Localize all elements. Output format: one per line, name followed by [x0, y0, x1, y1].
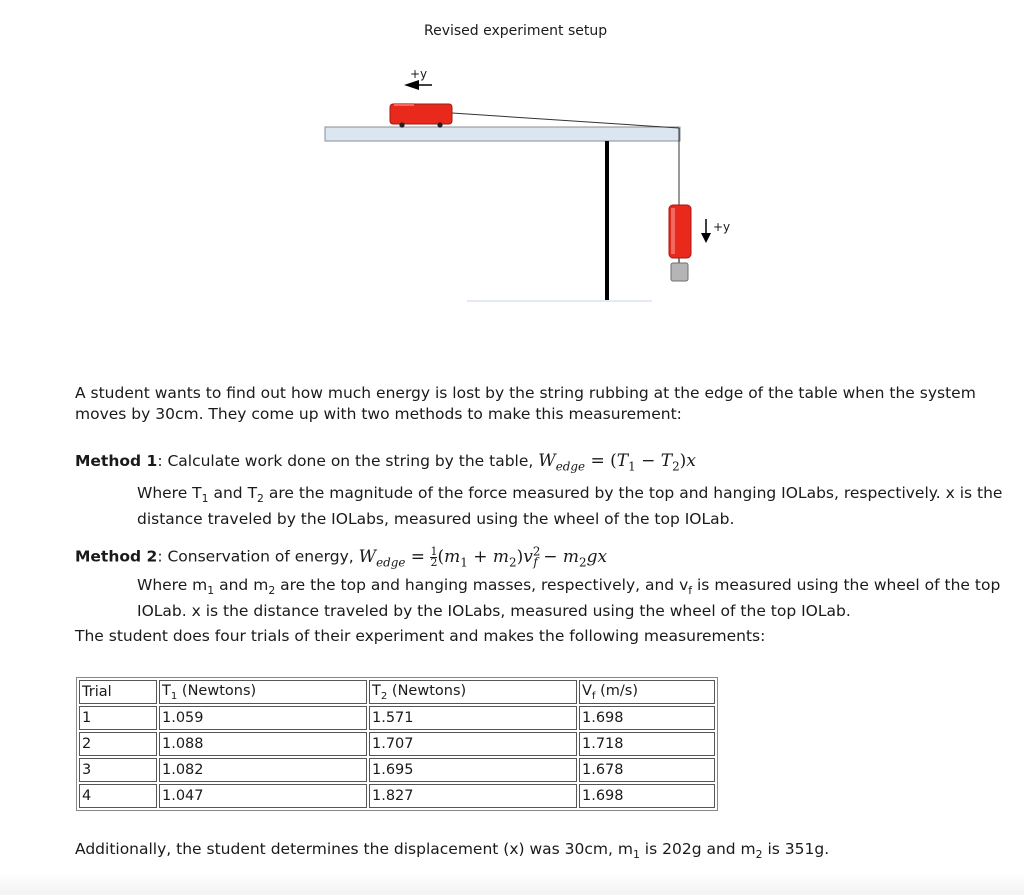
- cell-vf: 1.718: [579, 732, 715, 756]
- method2-text: : Conservation of energy,: [157, 547, 359, 566]
- top-axis-label: +y: [410, 67, 428, 81]
- cell-t1: 1.059: [159, 706, 367, 730]
- trials-intro: The student does four trials of their experiment and makes the following measurements:: [75, 627, 766, 645]
- cell-t2: 1.827: [369, 784, 577, 808]
- header-trial: Trial: [79, 680, 157, 704]
- method2-equation: $W_{edge}$ = $\frac{1}{2}$ $(m_1 + m_2)v^2_f - m_2gx$: [358, 544, 608, 570]
- cell-vf: 1.698: [579, 706, 715, 730]
- top-arrow: [404, 80, 419, 90]
- method1-text: : Calculate work done on the string by the table,: [157, 452, 539, 470]
- header-vf: $V_f$ (m/s): [579, 680, 715, 704]
- cell-trial: 1: [79, 706, 157, 730]
- hanging-device: [669, 205, 691, 281]
- intro-line-1: A student wants to find out how much energy is lost by the string rubbing at the edge of the table when the system: [75, 384, 976, 402]
- figure-title: Revised experiment setup: [424, 23, 608, 39]
- cell-vf: 1.678: [579, 758, 715, 782]
- method1-label: Method 1: [75, 452, 158, 470]
- additional-info: Additionally, the student determines the displacement (x) was 30cm, $m_1$ is 202g and $m_2$ is 351g.: [75, 840, 830, 862]
- table-top: [325, 127, 680, 141]
- method1-equation: $W_{edge} = (T_1 - T_2)x$: [538, 451, 696, 474]
- method1-explanation: [137, 483, 1002, 530]
- method1-explain-line-1: Where $T_1$ and $T_2$ are the magnitude of the force measured by the top and hanging IOLabs, respectively. x is the: [137, 484, 1003, 506]
- intro-paragraph: [75, 383, 976, 425]
- cell-t1: 1.088: [159, 732, 367, 756]
- method2-explain-line-2: IOLab. x is the distance traveled by the IOLabs, measured using the wheel of the top IOLab.: [137, 602, 851, 621]
- method2-explanation: [137, 575, 1000, 622]
- measurements-table: [76, 677, 718, 811]
- header-t2: $T_2$ (Newtons): [369, 680, 577, 704]
- table-leg: [605, 141, 609, 300]
- cell-t1: 1.082: [159, 758, 367, 782]
- cell-vf: 1.698: [579, 784, 715, 808]
- intro-line-2: moves by 30cm. They come up with two methods to make this measurement:: [75, 405, 682, 423]
- cell-trial: 2: [79, 732, 157, 756]
- method2-line: [75, 541, 607, 573]
- cell-t2: 1.695: [369, 758, 577, 782]
- table-row: [79, 732, 715, 756]
- header-t1: $T_1$ (Newtons): [159, 680, 367, 704]
- table-row: [79, 784, 715, 808]
- cell-t1: 1.047: [159, 784, 367, 808]
- hang-axis-label: +y: [713, 220, 731, 234]
- cell-t2: 1.707: [369, 732, 577, 756]
- table-row: [79, 758, 715, 782]
- table-header-row: [79, 680, 715, 704]
- method1-explain-line-2: distance traveled by the IOLabs, measured using the wheel of the top IOLab.: [137, 510, 735, 529]
- method2-label: Method 2: [75, 547, 158, 566]
- method2-explain-line-1: Where $m_1$ and $m_2$ are the top and hanging masses, respectively, and $v_f$ is measured using the wheel of the top: [137, 576, 1001, 598]
- method1-line: [75, 451, 696, 477]
- string-horizontal: [452, 113, 679, 128]
- cell-trial: 4: [79, 784, 157, 808]
- top-cart: [390, 103, 452, 128]
- table-row: [79, 706, 715, 730]
- cell-t2: 1.571: [369, 706, 577, 730]
- hang-arrow: [701, 233, 711, 243]
- cell-trial: 3: [79, 758, 157, 782]
- page-bottom-edge: [0, 872, 1024, 895]
- experiment-diagram: [0, 0, 1024, 330]
